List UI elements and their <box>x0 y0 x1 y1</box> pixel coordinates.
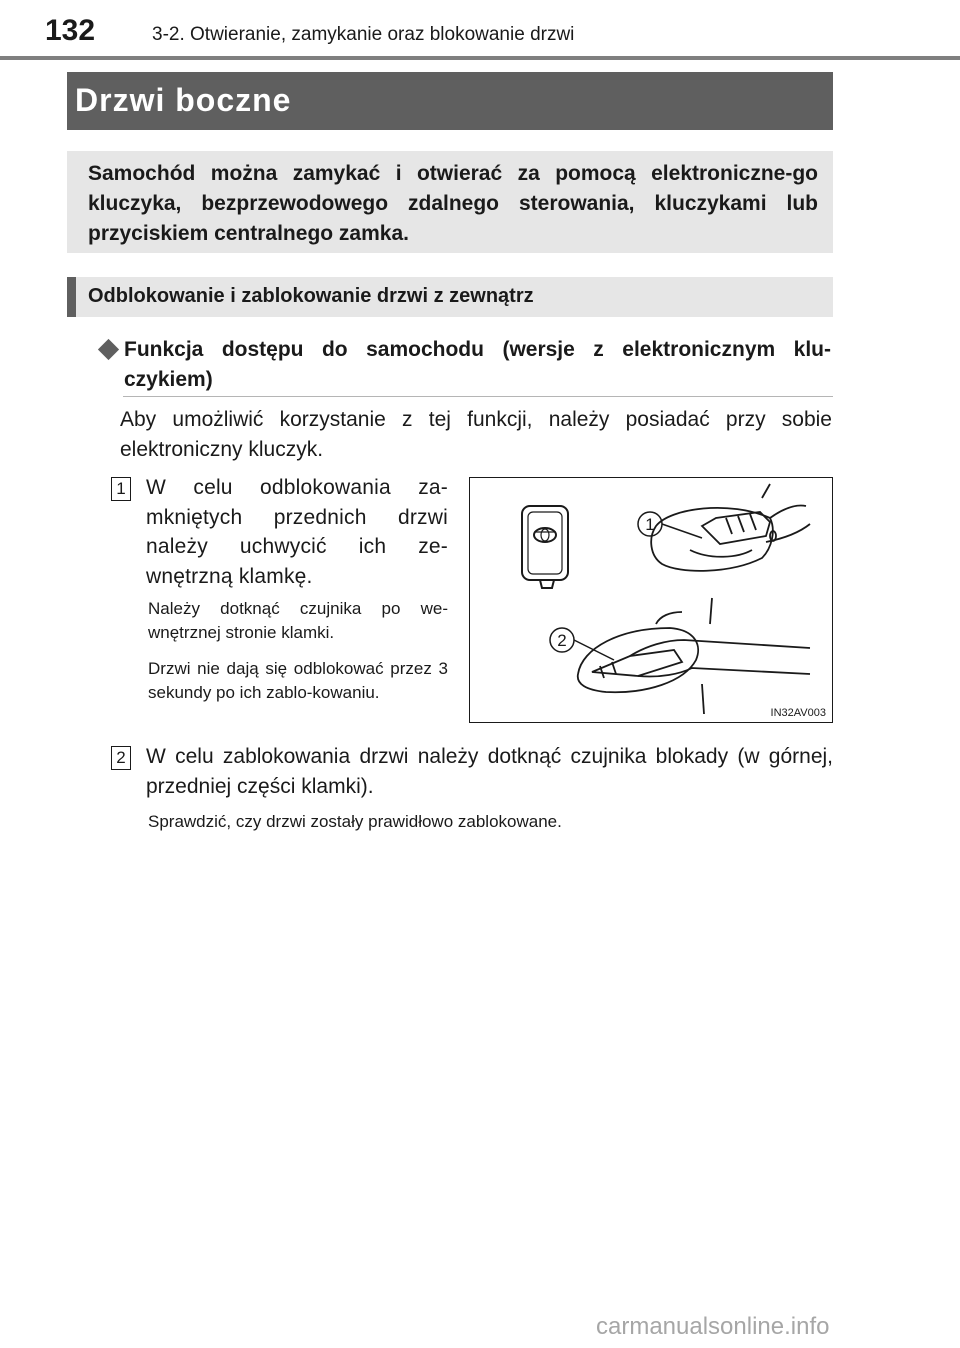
page-header <box>0 0 960 60</box>
running-title: 3-2. Otwieranie, zamykanie oraz blokowanie drzwi <box>152 24 575 45</box>
callout-2-label: 2 <box>557 631 567 650</box>
intro-box <box>67 151 833 253</box>
intro-text: Samochód można zamykać i otwierać za pomocą elektroniczne-go kluczyka, bezprzewodowego zdalnego sterowania, kluczykami lub przyciskiem centralnego zamka. <box>88 162 818 245</box>
subsection-heading-bar <box>67 277 833 317</box>
figure-id: IN32AV003 <box>770 707 826 719</box>
lower-handle-icon <box>578 598 810 714</box>
step-1-text: W celu odblokowania za-mkniętych przednich drzwi należy uchwycić ich ze-wnętrzną klamkę. <box>146 476 448 588</box>
electronic-key-icon <box>522 506 568 588</box>
subsection-title: Odblokowanie i zablokowanie drzwi z zewnątrz <box>88 285 534 307</box>
feature-heading <box>99 335 831 395</box>
watermark: carmanualsonline.info <box>596 1313 830 1340</box>
step-2-text: W celu zablokowania drzwi należy dotknąć czujnika blokady (w górnej, przedniej części klamki). <box>146 745 833 798</box>
section-title-banner <box>67 72 833 130</box>
section-title: Drzwi boczne <box>75 82 292 118</box>
door-handle-illustration <box>470 478 834 724</box>
step-2-note-1: Sprawdzić, czy drzwi zostały prawidłowo zablokowane. <box>148 812 562 831</box>
step-1-note-2: Drzwi nie dają się odblokować przez 3 sekundy po ich zablo-kowaniu. <box>148 659 448 702</box>
page-number: 132 <box>45 14 96 47</box>
feature-heading-text: Funkcja dostępu do samochodu (wersje z elektronicznym klu-czykiem) <box>124 338 831 391</box>
step-1-note-1: Należy dotknąć czujnika po we-wnętrznej stronie klamki. <box>148 599 448 642</box>
callout-1-label: 1 <box>645 515 655 534</box>
door-handle-figure <box>469 477 833 723</box>
feature-rule <box>123 396 833 397</box>
header-rule <box>0 56 960 60</box>
feature-body-text: Aby umożliwić korzystanie z tej funkcji, należy posiadać przy sobie elektroniczny kluczyk. <box>120 408 832 461</box>
step-1-badge: 1 <box>111 477 131 501</box>
upper-handle-icon <box>651 484 810 571</box>
subsection-marker <box>67 277 76 317</box>
step-2-badge: 2 <box>111 746 131 770</box>
